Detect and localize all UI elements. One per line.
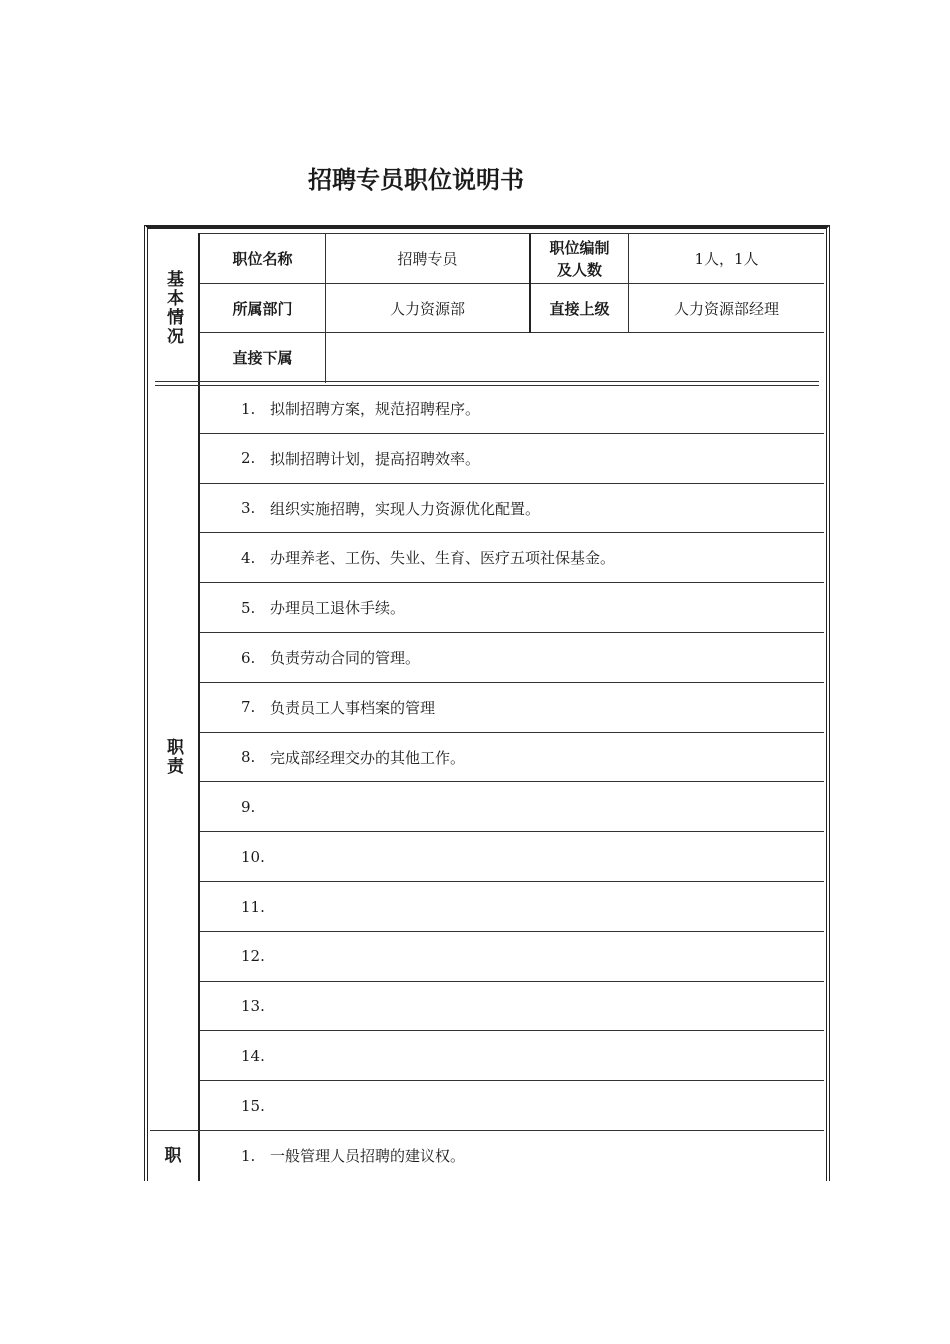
headcount-label	[531, 234, 628, 283]
item-number: 10.	[241, 847, 265, 866]
item-number: 3.	[241, 499, 256, 518]
list-item	[241, 932, 270, 981]
item-number: 12.	[241, 947, 265, 966]
item-text: 完成部经理交办的其他工作。	[270, 748, 466, 767]
item-number: 8.	[241, 748, 256, 767]
department-value: 人力资源部	[389, 299, 465, 318]
subordinate-value	[326, 333, 824, 381]
list-item	[241, 1131, 465, 1180]
divider	[200, 1080, 824, 1081]
item-text: 办理员工退休手续。	[270, 599, 406, 618]
item-text: 一般管理人员招聘的建议权。	[270, 1147, 466, 1165]
divider	[200, 981, 824, 982]
list-item	[241, 434, 480, 483]
item-number: 4.	[241, 548, 256, 567]
item-text: 负责劳动合同的管理。	[270, 649, 421, 667]
list-item	[241, 683, 435, 732]
item-number: 15.	[241, 1096, 265, 1115]
department-label: 所属部门	[232, 299, 293, 318]
item-text: 拟制招聘方案，规范招聘程序。	[270, 400, 481, 418]
list-item	[241, 484, 540, 533]
item-number: 7.	[241, 698, 256, 717]
divider	[200, 931, 824, 932]
list-item	[241, 583, 405, 632]
item-number: 6.	[241, 648, 256, 667]
position-name-label: 职位名称	[232, 250, 293, 268]
list-item	[241, 633, 420, 682]
item-number: 1.	[241, 399, 256, 418]
headcount-label-line1: 职位编制	[549, 238, 610, 257]
item-number: 2.	[241, 449, 256, 468]
subordinate-label: 直接下属	[232, 348, 293, 367]
item-number: 9.	[241, 797, 256, 816]
item-text: 负责员工人事档案的管理	[270, 698, 436, 717]
item-number: 5.	[241, 598, 256, 617]
item-number: 11.	[241, 897, 265, 916]
section-label-text: 基本情况	[163, 270, 183, 346]
position-name-value: 招聘专员	[397, 250, 458, 268]
page-title: 招聘专员职位说明书	[308, 166, 524, 194]
section-label-text: 职	[164, 1145, 182, 1166]
section-label-text: 职责	[163, 738, 183, 776]
item-number: 1.	[241, 1146, 256, 1165]
list-item	[241, 533, 615, 582]
item-number: 14.	[241, 1046, 265, 1065]
list-item	[241, 832, 270, 881]
item-text: 办理养老、工伤、失业、生育、医疗五项社保基金。	[270, 549, 616, 568]
divider	[200, 781, 824, 782]
list-item	[241, 384, 480, 433]
divider	[200, 881, 824, 882]
item-text: 组织实施招聘，实现人力资源优化配置。	[270, 499, 541, 518]
list-item	[241, 982, 270, 1031]
section-label-duties	[150, 384, 196, 1130]
divider	[200, 1030, 824, 1031]
headcount-value: 1人，1人	[694, 250, 759, 268]
superior-value: 人力资源部经理	[673, 299, 779, 318]
list-item	[241, 733, 465, 782]
list-item	[241, 882, 270, 931]
superior-label: 直接上级	[549, 299, 610, 318]
list-item	[241, 782, 270, 831]
item-number: 13.	[241, 997, 265, 1016]
item-text: 拟制招聘计划，提高招聘效率。	[270, 449, 481, 468]
list-item	[241, 1081, 270, 1130]
section-label-rights	[150, 1131, 196, 1180]
list-item	[241, 1031, 270, 1080]
headcount-label-line2: 及人数	[556, 260, 602, 279]
divider	[200, 831, 824, 832]
section-label-basic	[150, 233, 196, 383]
